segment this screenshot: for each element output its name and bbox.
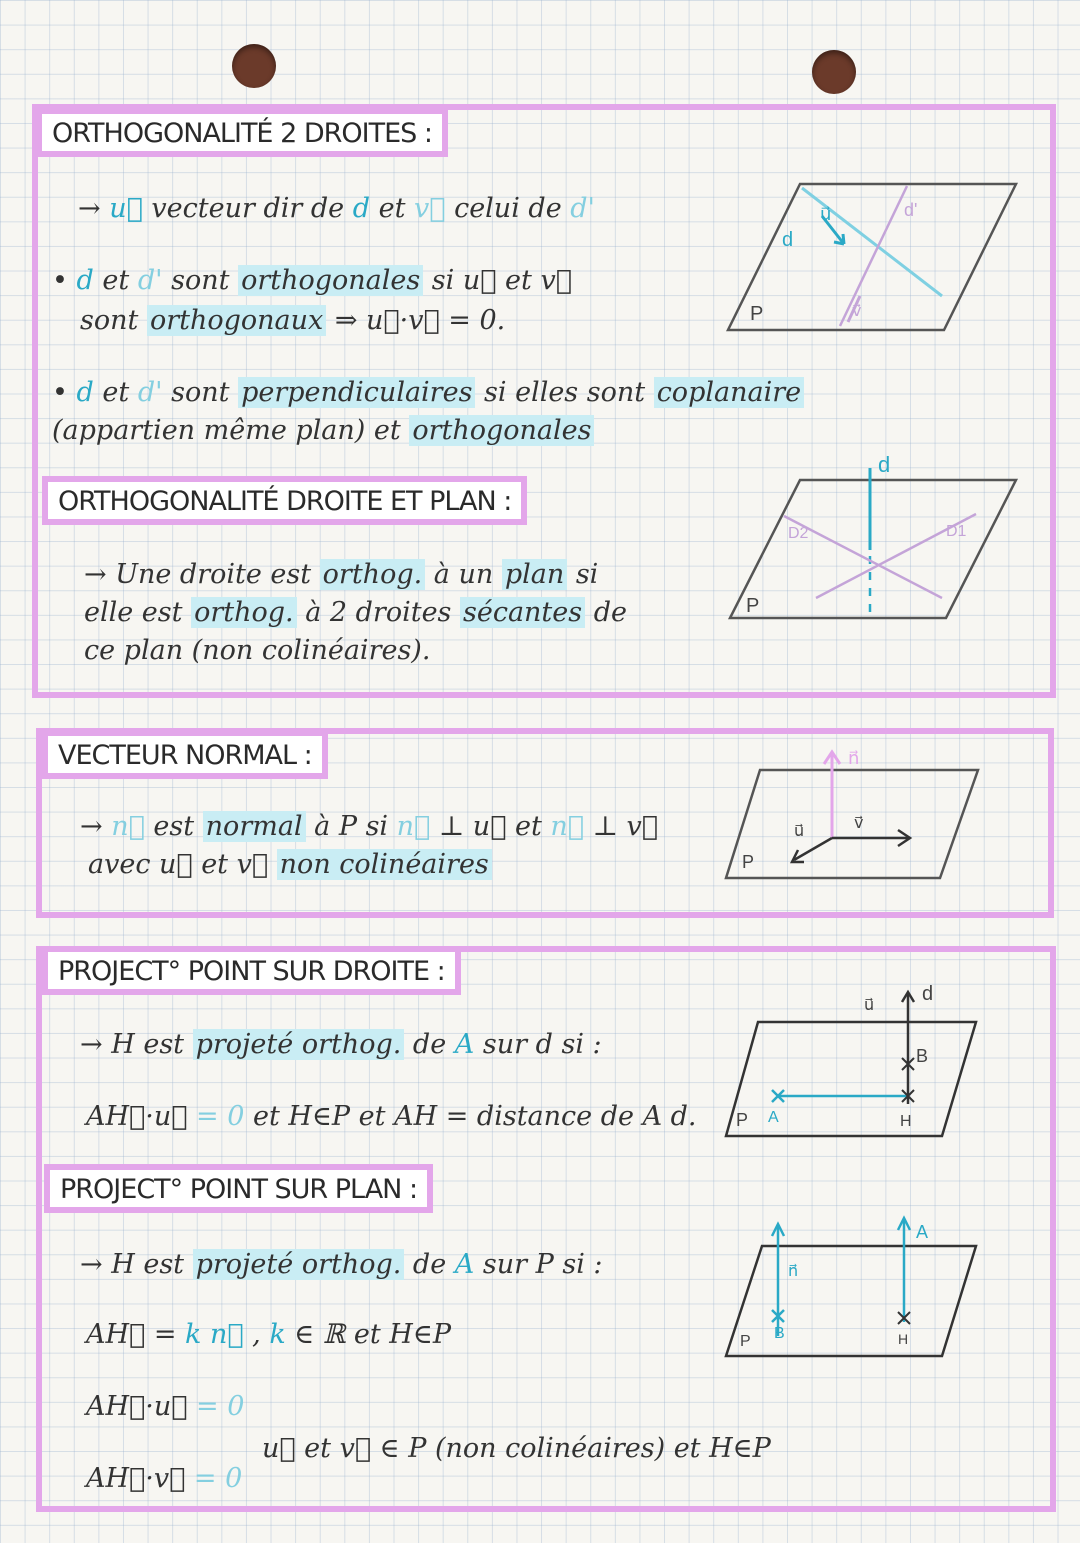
- fig5-label-B: B: [774, 1325, 785, 1342]
- section-title-orthogonalite-2-droites: ORTHOGONALITÉ 2 DROITES :: [36, 108, 448, 157]
- fig4-label-A: A: [768, 1109, 779, 1126]
- fig2-label-D1: D1: [946, 523, 967, 540]
- vector-u: [794, 838, 832, 860]
- binder-hole-right: [812, 50, 856, 94]
- figure-orthogonal-lines: [722, 176, 1022, 346]
- line-d-prime: [840, 186, 907, 326]
- line-vector-definition: → u⃗ vecteur dir de d et v⃗ celui de d': [78, 193, 595, 224]
- binder-hole-left: [232, 44, 276, 88]
- fig1-label-d-prime: d': [904, 200, 918, 220]
- line-droite-orthogonale-plan-3: ce plan (non colinéaires).: [84, 635, 431, 666]
- fig5-label-A: A: [916, 1222, 929, 1242]
- fig1-label-P: P: [750, 303, 764, 325]
- fig3-label-n: n⃗: [848, 748, 860, 768]
- fig4-label-P: P: [736, 1110, 749, 1130]
- fig2-label-d: d: [878, 452, 891, 477]
- line-droite-orthogonale-plan-1: → Une droite est orthog. à un plan si: [84, 559, 599, 590]
- fig4-label-d: d: [922, 983, 934, 1005]
- figure-projection-point-plane: [722, 1206, 992, 1366]
- fig2-label-D2: D2: [788, 525, 809, 542]
- equation-AH-kn: AH⃗ = k n⃗ , k ∈ ℝ et H∈P: [86, 1319, 452, 1350]
- equation-AH-dot-u: AH⃗·u⃗ = 0: [86, 1391, 245, 1422]
- fig3-label-u: u⃗: [794, 823, 805, 840]
- fig5-label-H: H: [898, 1331, 909, 1347]
- line-projection-plan-1: → H est projeté orthog. de A sur P si :: [80, 1249, 603, 1280]
- line-vecteur-normal-2: avec u⃗ et v⃗ non colinéaires: [88, 846, 492, 884]
- fig1-label-d: d: [782, 229, 794, 251]
- line-projection-droite-2: AH⃗·u⃗ = 0 et H∈P et AH = distance de A d.: [86, 1101, 697, 1132]
- fig2-label-P: P: [746, 595, 760, 617]
- bullet-perpendiculaires: • d et d' sont perpendiculaires si elles sont coplanaire: [52, 374, 804, 412]
- fig1-label-v: v⃗: [852, 303, 862, 320]
- line-projection-droite-1: → H est projeté orthog. de A sur d si :: [80, 1029, 602, 1060]
- fig5-label-P: P: [740, 1333, 751, 1350]
- section-title-projection-point-plan: PROJECT° POINT SUR PLAN :: [44, 1164, 433, 1213]
- figure-line-perpendicular-plane: [724, 446, 1024, 626]
- fig5-label-n: n⃗: [788, 1263, 799, 1280]
- section-title-orthogonalite-droite-plan: ORTHOGONALITÉ DROITE ET PLAN :: [42, 476, 527, 525]
- line-droite-orthogonale-plan-2: elle est orthog. à 2 droites sécantes de: [84, 597, 627, 628]
- bullet-orthogonales-line2: sont orthogonaux ⇒ u⃗·v⃗ = 0.: [80, 305, 506, 336]
- figure-projection-point-line: [722, 976, 992, 1146]
- section-title-projection-point-droite: PROJECT° POINT SUR DROITE :: [42, 946, 461, 995]
- bullet-orthogonales: • d et d' sont orthogonales si u⃗ et v⃗: [52, 265, 572, 296]
- note-u-v-in-plane: u⃗ et v⃗ ∈ P (non colinéaires) et H∈P: [262, 1433, 771, 1464]
- bullet-perpendiculaires-line2: (appartien même plan) et orthogonales: [52, 412, 594, 450]
- fig4-label-H: H: [900, 1113, 912, 1130]
- fig4-label-u: u⃗: [864, 997, 875, 1014]
- fig3-label-P: P: [742, 852, 755, 872]
- figure-normal-vector: [722, 740, 992, 890]
- fig3-label-v: v⃗: [854, 815, 864, 832]
- fig4-label-B: B: [916, 1046, 929, 1066]
- section-title-vecteur-normal: VECTEUR NORMAL :: [42, 730, 328, 779]
- line-vecteur-normal-1: → n⃗ est normal à P si n⃗ ⊥ u⃗ et n⃗ ⊥ v⃗: [80, 811, 659, 842]
- fig1-label-u: u⃗: [820, 204, 832, 224]
- equation-AH-dot-v: AH⃗·v⃗ = 0: [86, 1463, 243, 1494]
